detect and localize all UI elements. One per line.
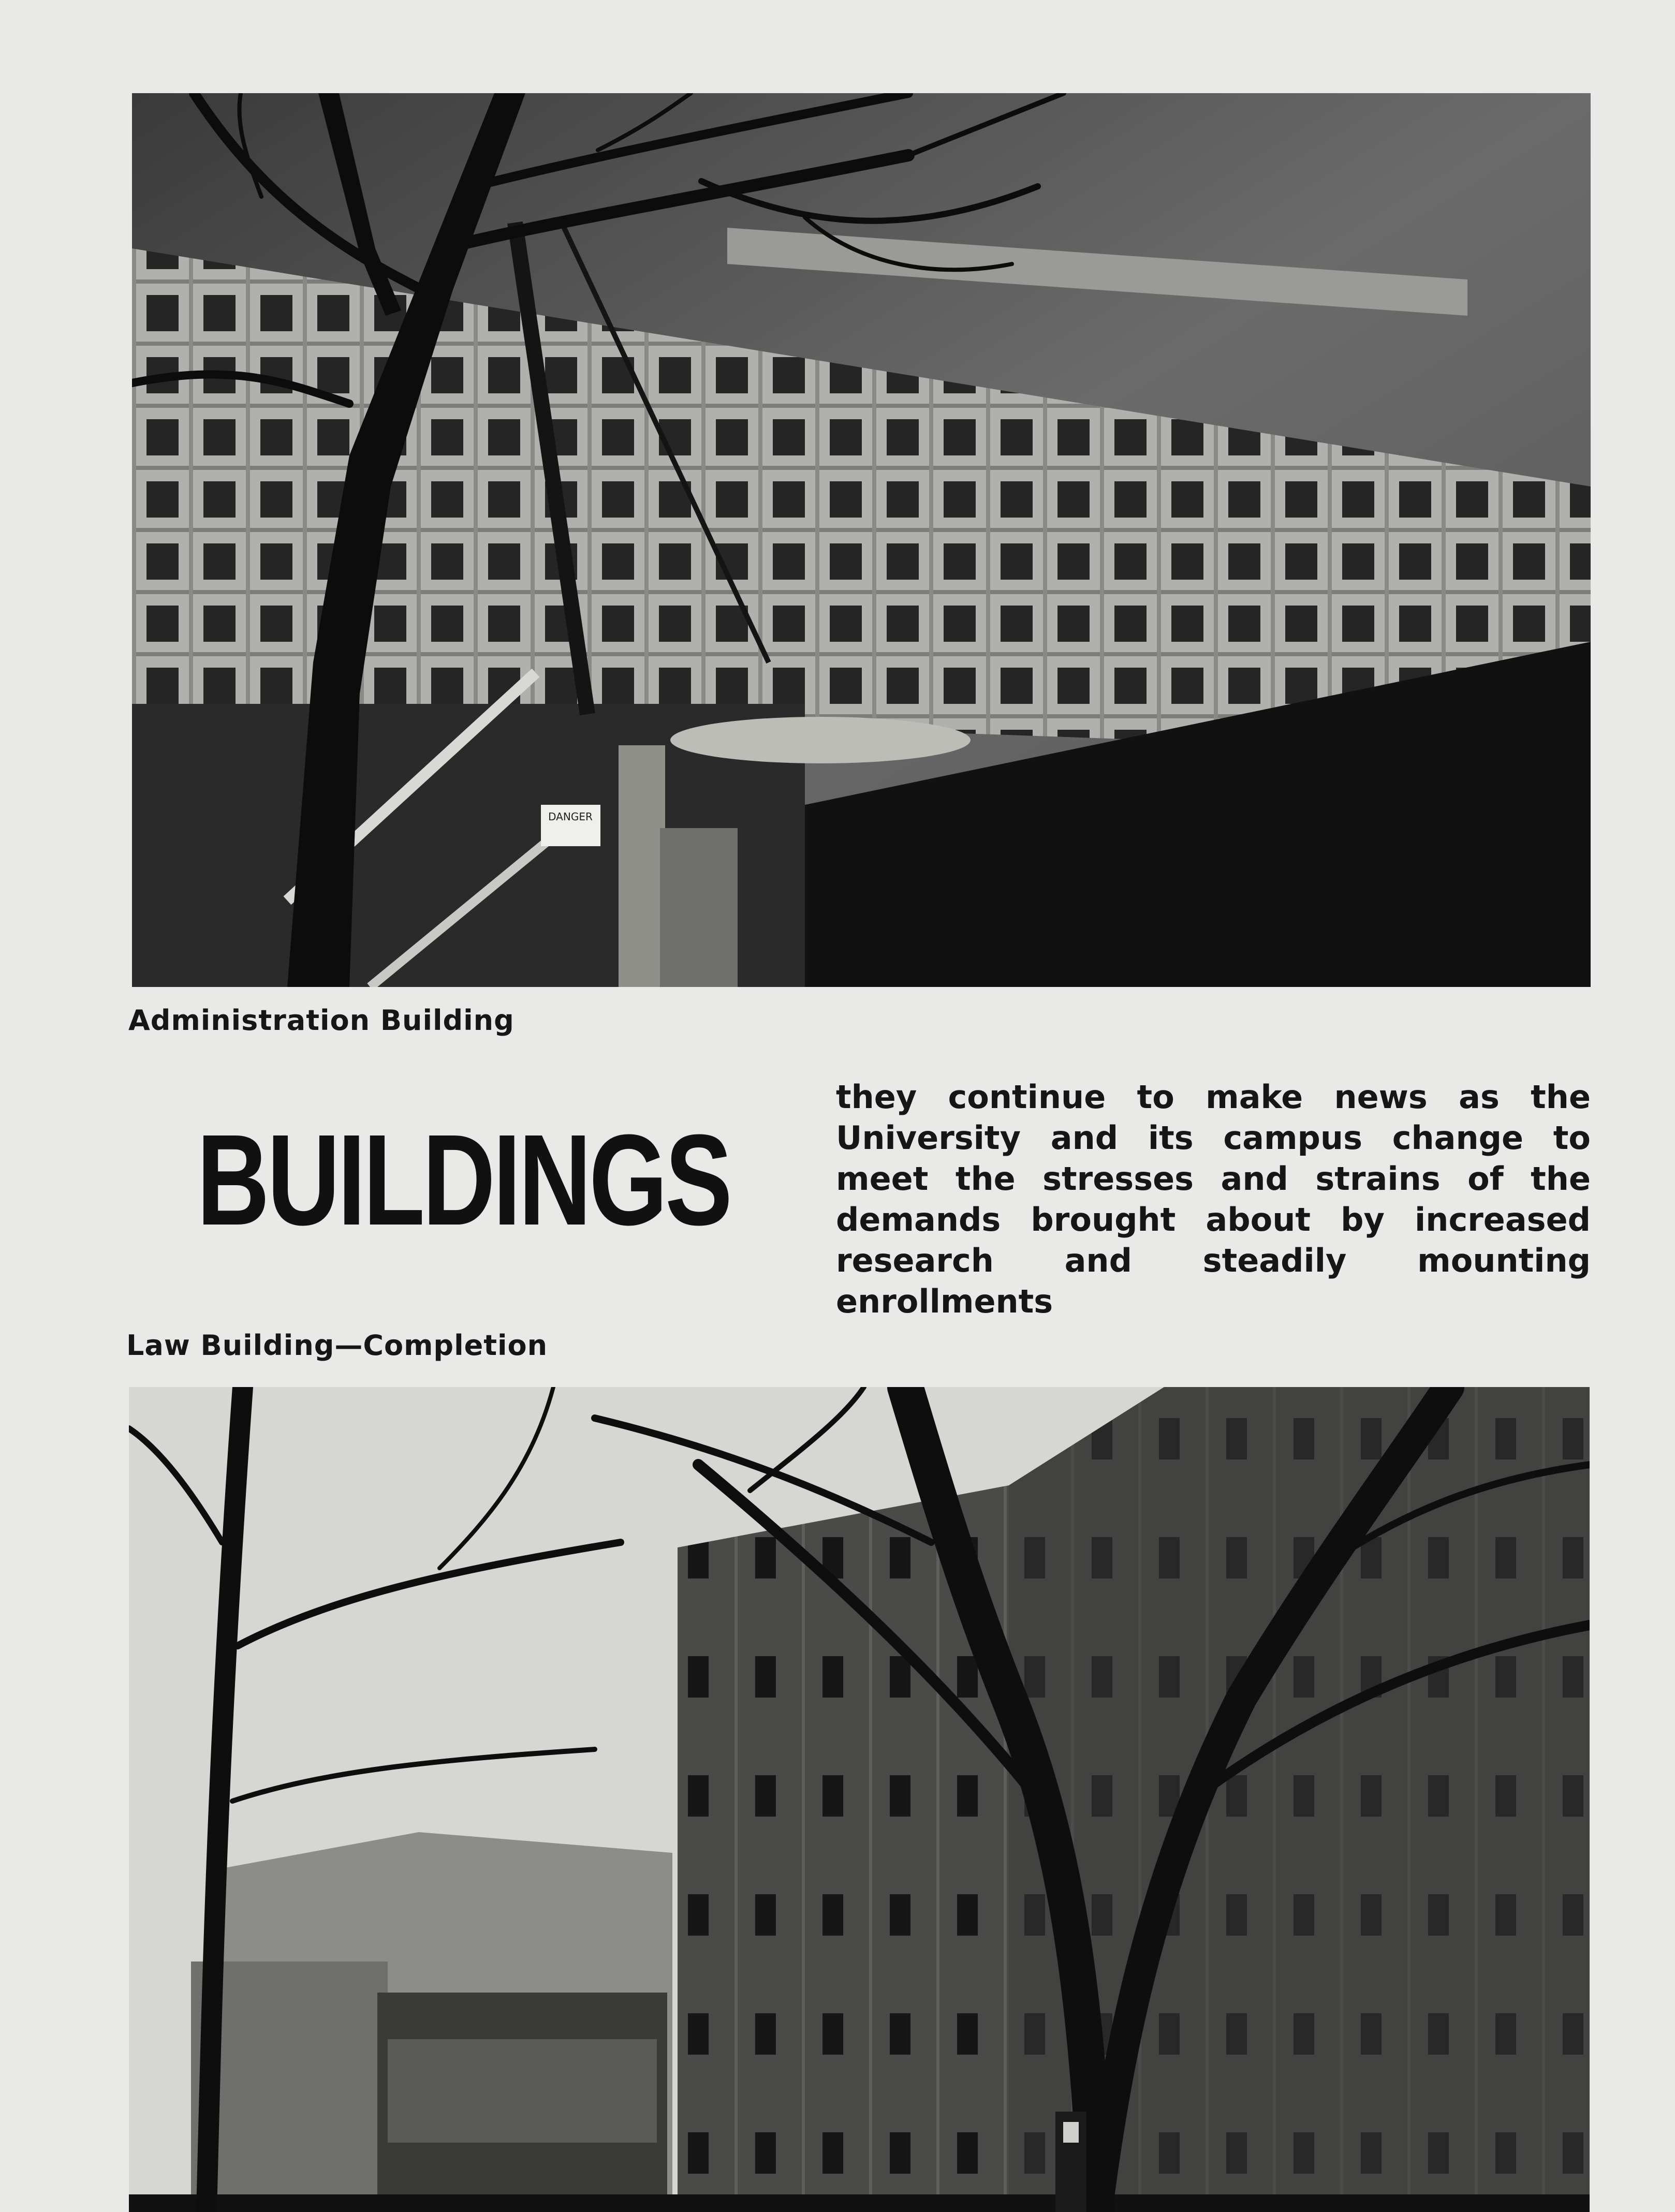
intro-paragraph: they continue to make news as the University and its campus change to meet the stresses and strains of the demands brought about by increased research and steadily mounting enrollments	[836, 1078, 1591, 1320]
law-building-illustration	[129, 1387, 1590, 2212]
law-building-photo	[129, 1387, 1590, 2212]
administration-building-illustration	[132, 93, 1591, 987]
page-headline: BUILDINGS	[197, 1108, 730, 1252]
administration-building-caption: Administration Building	[128, 1004, 515, 1037]
danger-sign-text: DANGER	[548, 810, 593, 823]
law-building-caption: Law Building—Completion	[126, 1329, 548, 1362]
administration-building-photo	[132, 93, 1591, 987]
